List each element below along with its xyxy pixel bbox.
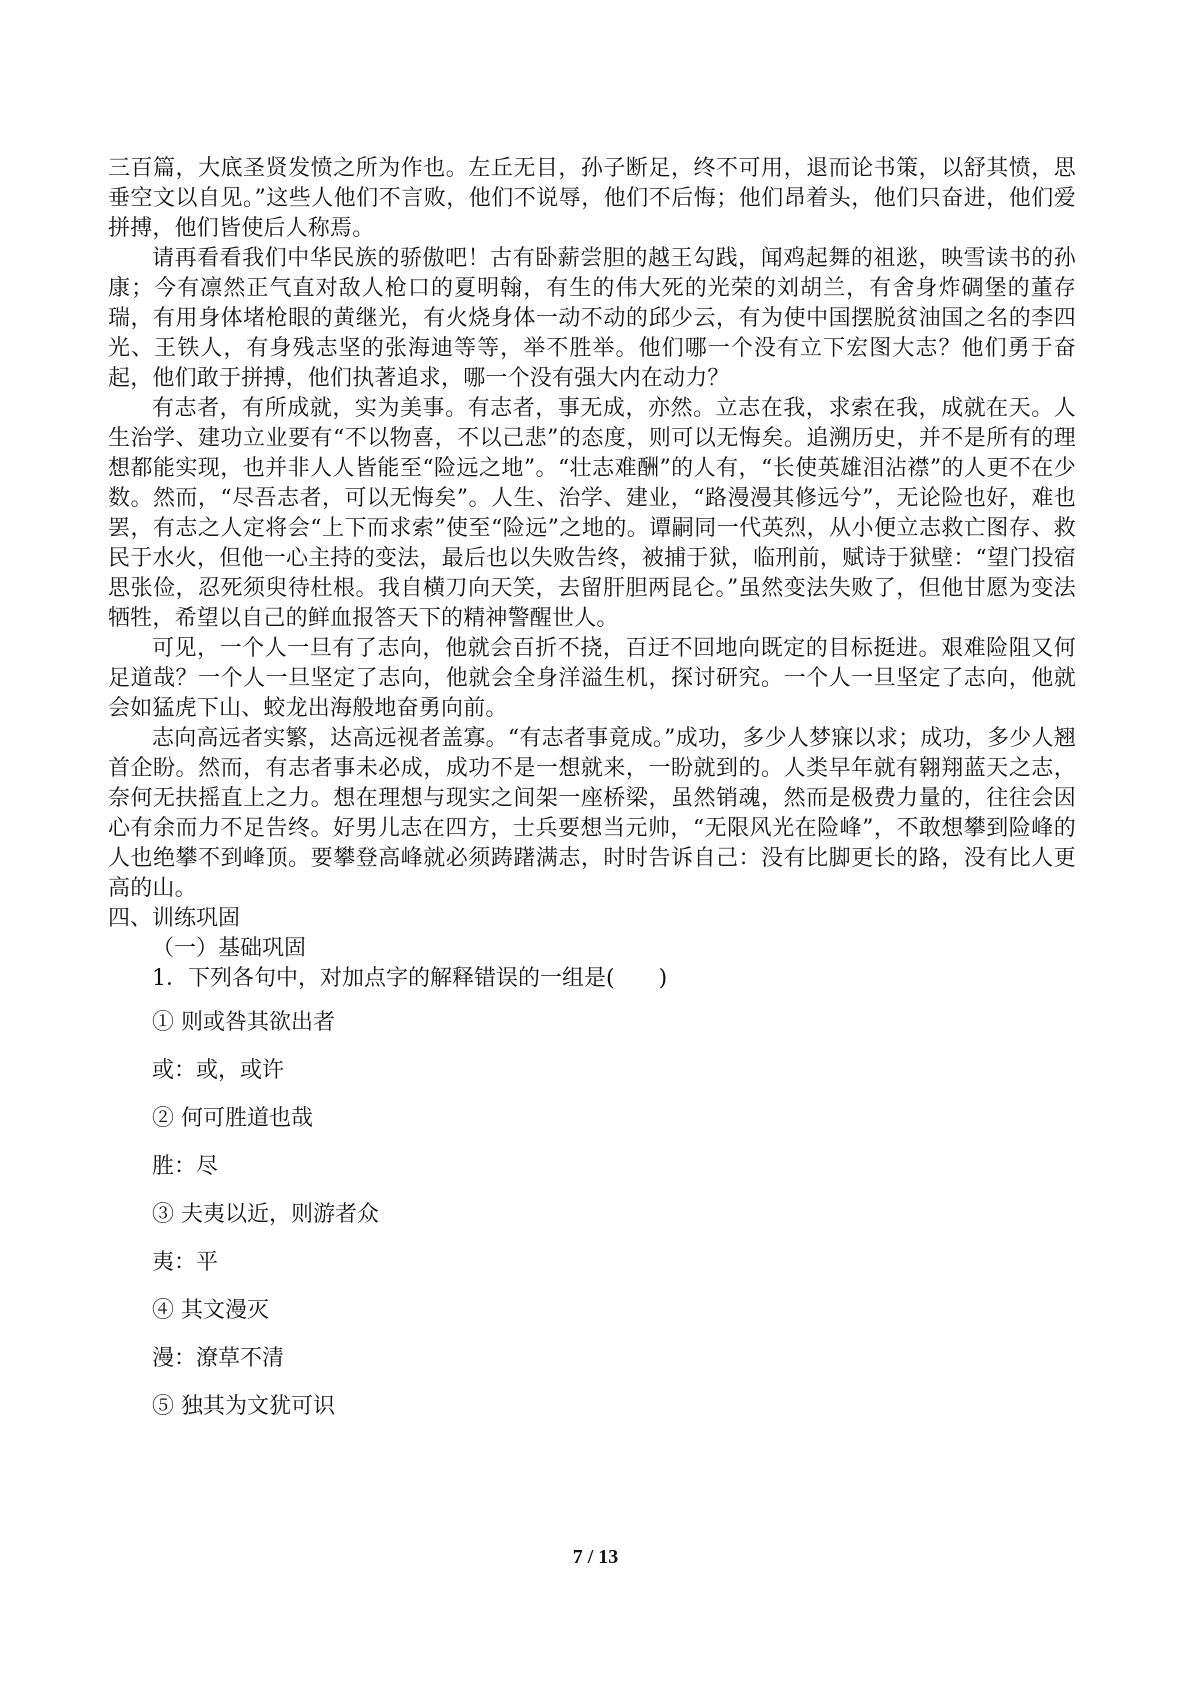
sub-heading: （一）基础巩固 [152, 936, 307, 961]
paragraph-continued: 三百篇，大底圣贤发愤之所为作也。左丘无目，孙子断足，终不可用，退而论书策，以舒其愤，思垂空文以自见。”这些人他们不言败，他们不说辱，他们不后悔；他们昂着头，他们只奋进，他们爱拼搏，他们皆使后人称焉。 [108, 156, 1076, 241]
list-item: ① 则或咎其欲出者 [152, 1010, 335, 1035]
list-item: ② 何可胜道也哉 [152, 1106, 313, 1131]
paragraph-ambition: 有志者，有所成就，实为美事。有志者，事无成，亦然。立志在我，求索在我，成就在天。人生治学、建功立业要有“不以物喜，不以己悲”的态度，则可以无悔矣。追溯历史，并不是所有的理想都能实现，也并非人人皆能至“险远之地”。“壮志难酬”的人有，“长使英雄泪沾襟”的人更不在少数。然而，“尽吾志者，可以无悔矣”。人生、治学、建业，“路漫漫其修远兮”，无论险也好，难也罢，有志之人定将会“上下而求索”使至“险远”之地的。谭嗣同一代英烈，从小便立志救亡图存、救民于水火，但他一心主持的变法，最后也以失败告终，被捕于狱，临刑前，赋诗于狱壁：“望门投宿思张俭，忍死须臾待杜根。我自横刀向天笑，去留肝胆两昆仑。”虽然变法失败了，但他甘愿为变法牺牲，希望以自己的鲜血报答天下的精神警醒世人。 [108, 396, 1076, 631]
question-1: 1．下列各句中，对加点字的解释错误的一组是( ) [152, 966, 668, 991]
list-item: 漫：潦草不清 [152, 1346, 285, 1371]
list-item: 或：或，或许 [152, 1058, 285, 1083]
paragraph-national-pride: 请再看看我们中华民族的骄傲吧！古有卧薪尝胆的越王勾践，闻鸡起舞的祖逖，映雪读书的孙康；今有凛然正气直对敌人枪口的夏明翰，有生的伟大死的光荣的刘胡兰，有舍身炸碉堡的董存瑞，有用身体堵枪眼的黄继光，有火烧身体一动不动的邱少云，有为使中国摆脱贫油国之名的李四光、王铁人，有身残志坚的张海迪等等，举不胜举。他们哪一个没有立下宏图大志？他们勇于奋起，他们敢于拼搏，他们执著追求，哪一个没有强大内在动力？ [108, 246, 1076, 391]
list-item: 胜：尽 [152, 1154, 219, 1179]
paragraph-lofty-goals: 志向高远者实繁，达高远视者盖寡。“有志者事竟成。”成功，多少人梦寐以求；成功，多少人翘首企盼。然而，有志者事未必成，成功不是一想就来，一盼就到的。人类早年就有翱翔蓝天之志，奈何无扶摇直上之力。想在理想与现实之间架一座桥梁，虽然销魂，然而是极费力量的，往往会因心有余而力不足告终。好男儿志在四方，士兵要想当元帅，“无限风光在险峰”，不敢想攀到险峰的人也绝攀不到峰顶。要攀登高峰就必须踌躇满志，时时告诉自己：没有比脚更长的路，没有比人更高的山。 [108, 726, 1076, 901]
question-items [108, 1008, 1076, 1440]
paragraph-perseverance: 可见，一个人一旦有了志向，他就会百折不挠，百迂不回地向既定的目标挺进。艰难险阻又何足道哉？一个人一旦坚定了志向，他就会全身洋溢生机，探讨研究。一个人一旦坚定了志向，他就会如猛虎下山、蛟龙出海般地奋勇向前。 [108, 636, 1076, 721]
list-item: ⑤ 独其为文犹可识 [152, 1394, 335, 1419]
list-item: 夷：平 [152, 1250, 219, 1275]
document-body [108, 154, 1076, 1440]
section-heading: 四、训练巩固 [108, 906, 241, 931]
page-number: 7 / 13 [572, 1546, 619, 1568]
list-item: ③ 夫夷以近，则游者众 [152, 1202, 379, 1227]
list-item: ④ 其文漫灭 [152, 1298, 269, 1323]
